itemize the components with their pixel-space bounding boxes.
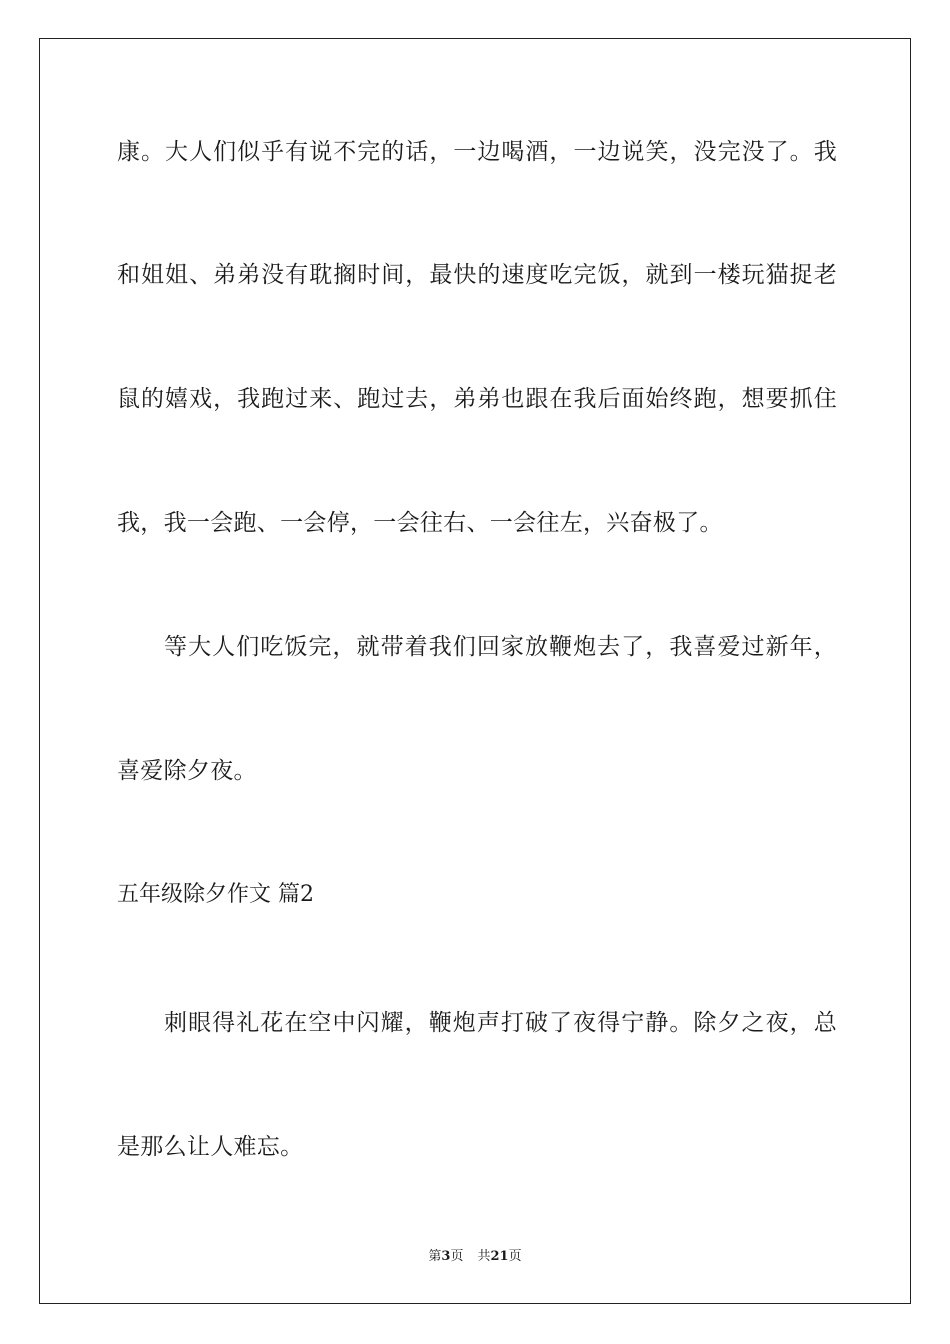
total-pages: 21: [490, 1249, 509, 1264]
paragraph-line: 和姐姐、弟弟没有耽搁时间，最快的速度吃完饭，就到一楼玩猫捉老: [117, 262, 837, 288]
paragraph-line: 我，我一会跑、一会停，一会往右、一会往左，兴奋极了。: [117, 510, 723, 536]
page-footer: [0, 1248, 950, 1266]
page-border: [39, 38, 911, 1304]
section-heading: 五年级除夕作文 篇2: [117, 882, 314, 907]
paragraph-line: 等大人们吃饭完，就带着我们回家放鞭炮去了，我喜爱过新年，: [164, 634, 837, 660]
page-suffix: 页: [450, 1249, 464, 1264]
page-prefix: 第: [428, 1249, 442, 1264]
paragraph-line: 喜爱除夕夜。: [117, 758, 257, 784]
total-prefix: 共: [477, 1249, 491, 1264]
paragraph-line: 康。大人们似乎有说不完的话，一边喝酒，一边说笑，没完没了。我: [117, 139, 837, 165]
paragraph-line: 刺眼得礼花在空中闪耀，鞭炮声打破了夜得宁静。除夕之夜，总: [164, 1010, 837, 1036]
total-suffix: 页: [508, 1249, 522, 1264]
page-number: 3: [441, 1249, 451, 1264]
paragraph-line: 是那么让人难忘。: [117, 1134, 304, 1160]
paragraph-line: 鼠的嬉戏，我跑过来、跑过去，弟弟也跟在我后面始终跑，想要抓住: [117, 386, 837, 412]
